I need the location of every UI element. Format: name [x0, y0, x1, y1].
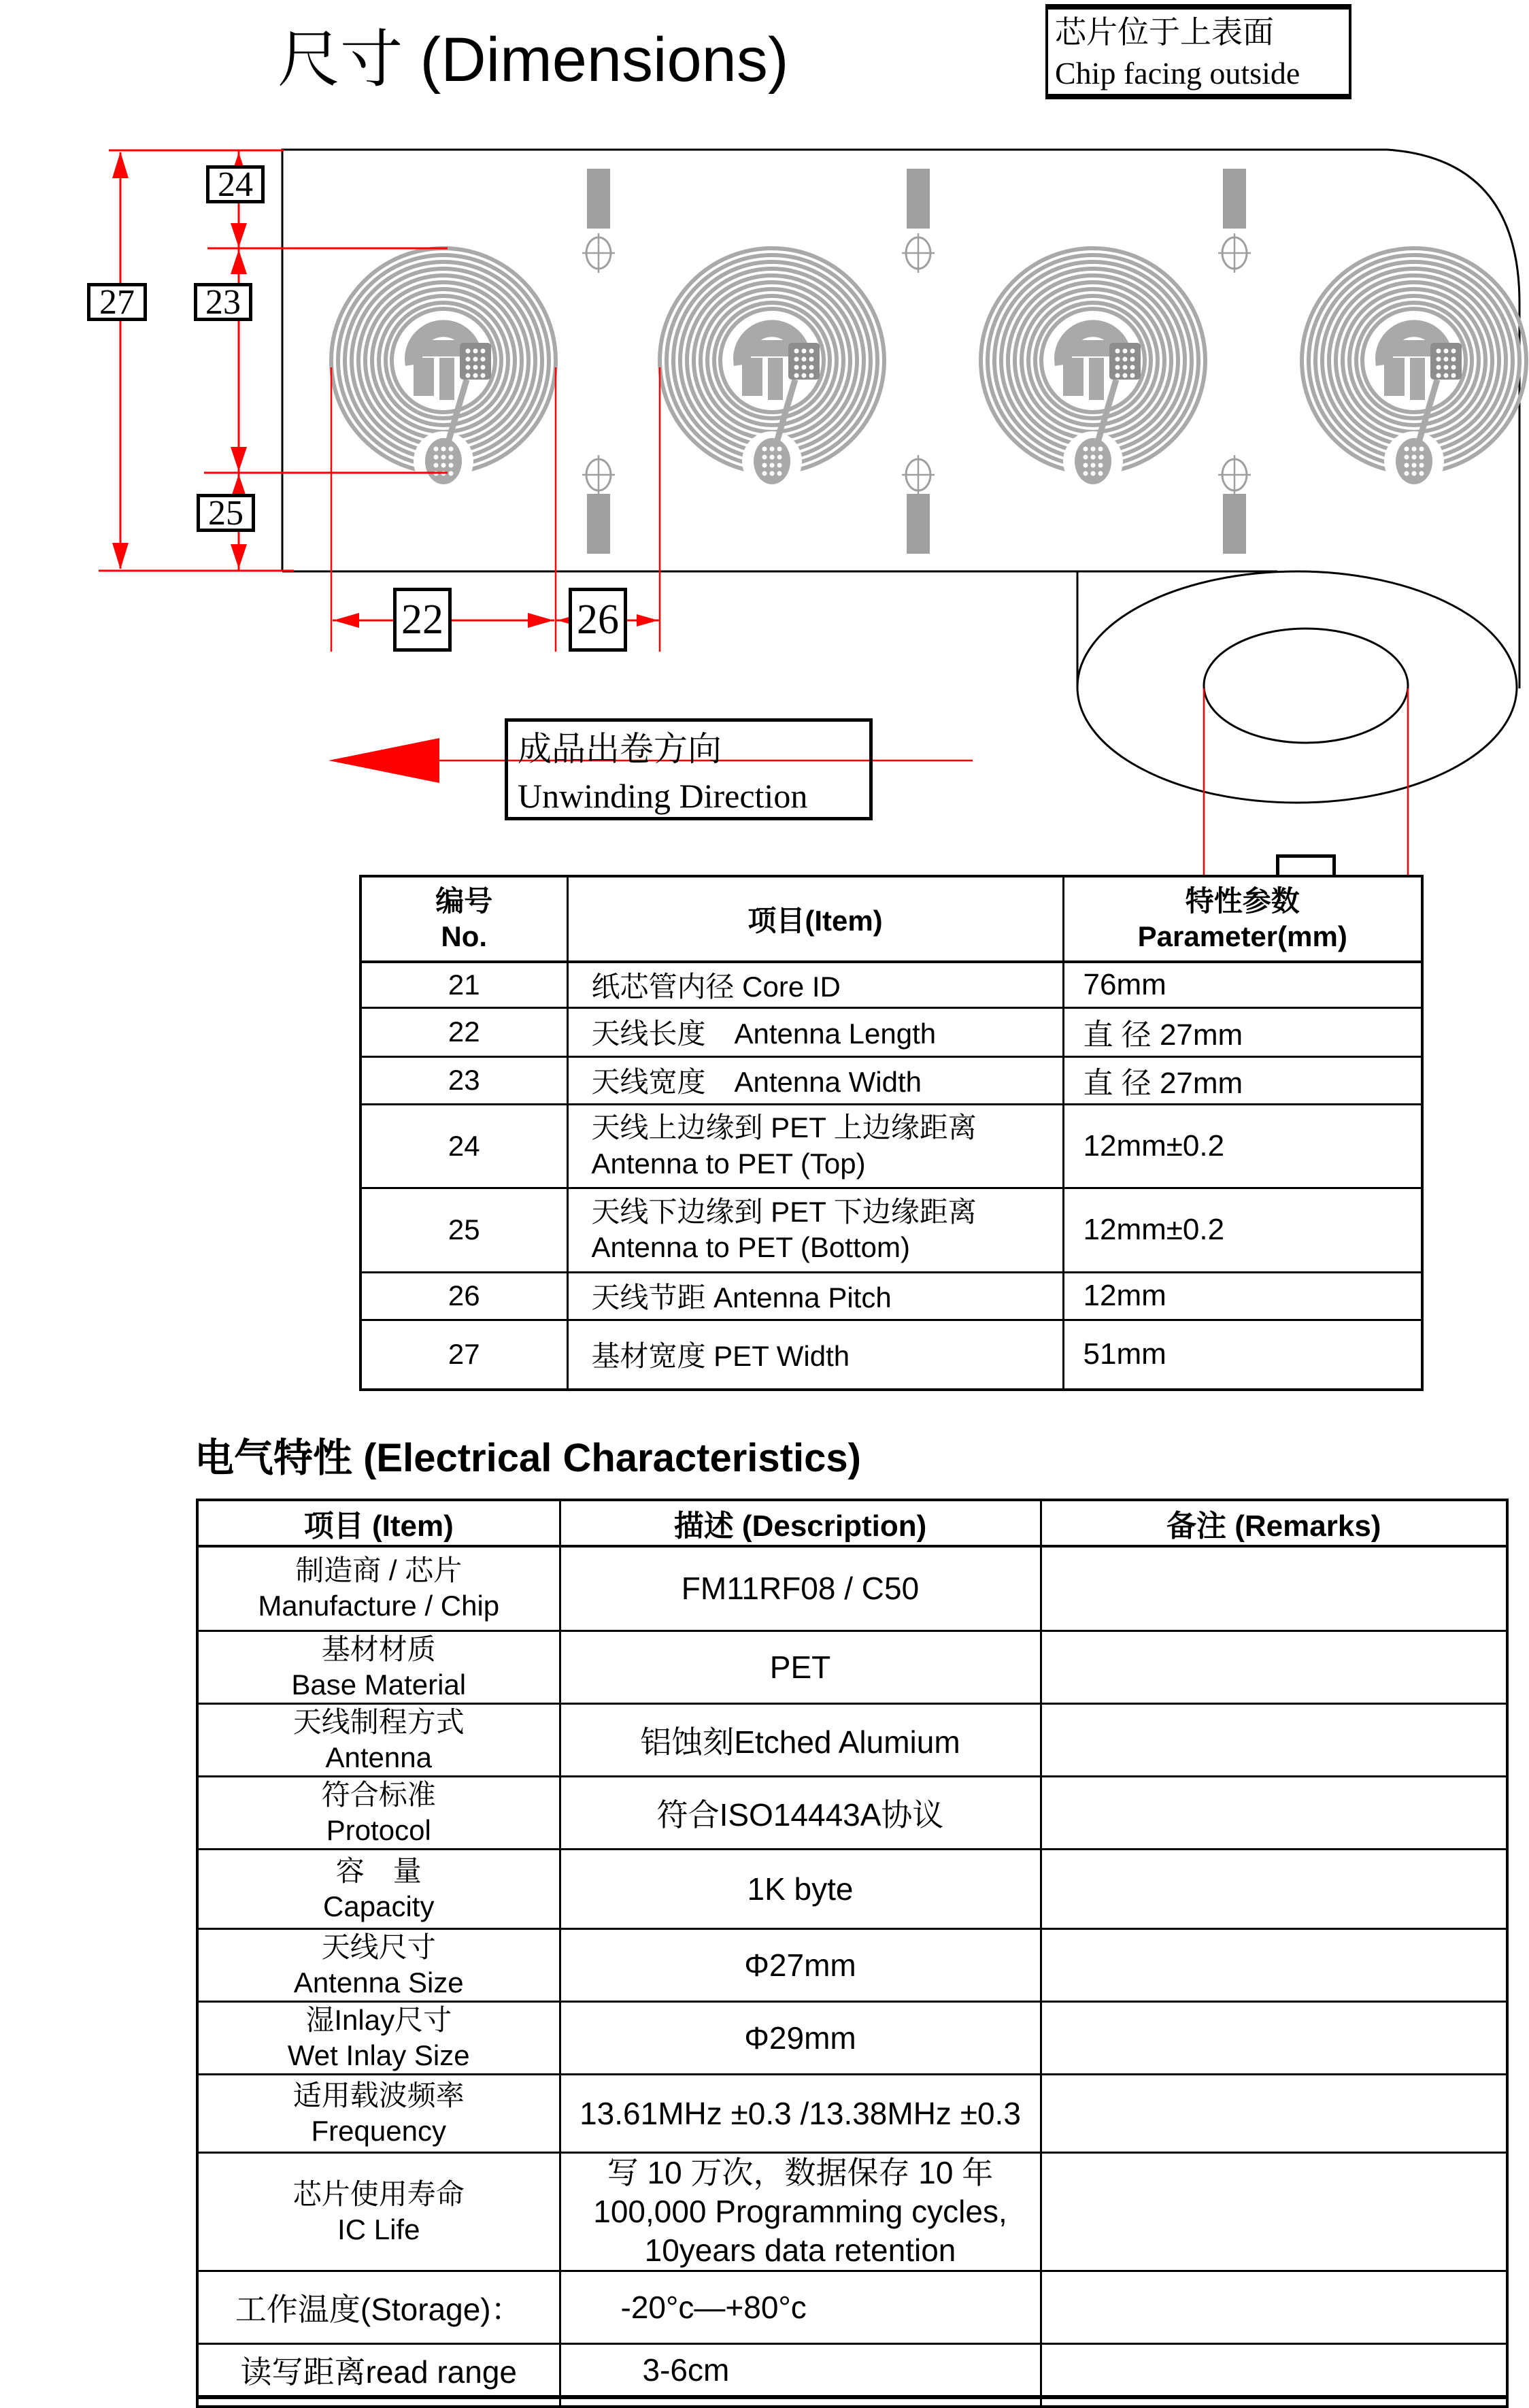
remarks-cell: [1041, 2002, 1507, 2075]
table-row: [197, 2075, 1507, 2153]
remarks-cell: [1041, 1928, 1507, 2001]
item-cell: 容 量 Capacity: [197, 1849, 560, 1928]
dim-callout-26: 26: [569, 588, 627, 652]
item-cell: 天线宽度 Antenna Width: [567, 1056, 1063, 1104]
description-cell: 13.61MHz ±0.3 /13.38MHz ±0.3: [560, 2075, 1041, 2153]
item-cell: 读写距离read range: [197, 2344, 560, 2397]
dim-callout-27: 27: [87, 283, 147, 321]
remarks-cell: [1041, 2344, 1507, 2397]
param-cell: 12mm±0.2: [1063, 1104, 1422, 1188]
chip-note-box: [1045, 4, 1351, 99]
unwinding-direction-box: [505, 718, 873, 820]
roll-core-ellipse: [1204, 629, 1408, 743]
description-cell: Φ29mm: [560, 2002, 1041, 2075]
no-cell: 25: [360, 1188, 567, 1272]
remarks-cell: [1041, 1776, 1507, 1849]
remarks-cell: [1041, 2153, 1507, 2271]
remarks-cell: [1041, 1849, 1507, 1928]
description-cell: 1K byte: [560, 1849, 1041, 1928]
item-cell: 天线上边缘到 PET 上边缘距离 Antenna to PET (Top): [567, 1104, 1063, 1188]
remarks-cell: [1041, 2271, 1507, 2344]
table-row: [197, 1703, 1507, 1776]
item-cell: 天线长度 Antenna Length: [567, 1007, 1063, 1056]
antenna-coils: [331, 248, 1526, 491]
no-cell: 27: [360, 1320, 567, 1390]
description-cell: -20°c—+80°c: [560, 2271, 1041, 2344]
description-cell: 3-6cm: [560, 2344, 1041, 2397]
remarks-cell: [1041, 1703, 1507, 1776]
electrical-table: [196, 1499, 1509, 2408]
table-row: [197, 2153, 1507, 2271]
table-row: [197, 2271, 1507, 2344]
no-cell: 24: [360, 1104, 567, 1188]
table-row: [197, 1928, 1507, 2001]
param-cell: 直 径 27mm: [1063, 1007, 1422, 1056]
empty-cell: [1041, 2397, 1507, 2407]
table-row: [360, 1272, 1422, 1320]
table-row: [360, 1104, 1422, 1188]
description-cell: PET: [560, 1631, 1041, 1703]
item-cell: 符合标准 Protocol: [197, 1776, 560, 1849]
col-header-description: 描述 (Description): [560, 1500, 1041, 1546]
roll-outer-ellipse: [1077, 571, 1517, 803]
item-cell: 芯片使用寿命 IC Life: [197, 2153, 560, 2271]
table-row: [197, 1776, 1507, 1849]
table-row: [360, 1320, 1422, 1390]
item-cell: 基材宽度 PET Width: [567, 1320, 1063, 1390]
item-cell: 天线制程方式 Antenna: [197, 1703, 560, 1776]
no-cell: 21: [360, 962, 567, 1007]
param-cell: 12mm±0.2: [1063, 1188, 1422, 1272]
description-cell: 符合ISO14443A协议: [560, 1776, 1041, 1849]
dim-callout-23: 23: [194, 283, 252, 321]
chip-note-en: Chip facing outside: [1055, 56, 1300, 90]
dimensions-drawing: [0, 0, 1529, 973]
no-cell: 23: [360, 1056, 567, 1104]
empty-cell: [197, 2397, 560, 2407]
table-row: [360, 962, 1422, 1007]
page-title: 尺寸 (Dimensions): [278, 25, 789, 95]
item-cell: 湿Inlay尺寸 Wet Inlay Size: [197, 2002, 560, 2075]
remarks-cell: [1041, 1631, 1507, 1703]
item-cell: 适用载波频率 Frequency: [197, 2075, 560, 2153]
item-cell: 天线节距 Antenna Pitch: [567, 1272, 1063, 1320]
no-cell: 22: [360, 1007, 567, 1056]
col-header-remarks: 备注 (Remarks): [1041, 1500, 1507, 1546]
table-row: [360, 1007, 1422, 1056]
table-header-row: [360, 876, 1422, 962]
table-row: [360, 1188, 1422, 1272]
item-cell: 纸芯管内径 Core ID: [567, 962, 1063, 1007]
col-header-item: 项目(Item): [567, 876, 1063, 962]
description-cell: FM11RF08 / C50: [560, 1546, 1041, 1631]
chip-note-zh: 芯片位于上表面: [1055, 15, 1274, 50]
param-cell: 51mm: [1063, 1320, 1422, 1390]
electrical-section-title: 电气特性 (Electrical Characteristics): [195, 1436, 861, 1480]
dim-callout-24: 24: [206, 165, 265, 203]
table-row: [197, 2344, 1507, 2397]
col-header-param: 特性参数 Parameter(mm): [1063, 876, 1422, 962]
unwinding-label-en: Unwinding Direction: [518, 777, 808, 815]
dim-callout-25: 25: [197, 494, 255, 532]
table-row: [197, 1849, 1507, 1928]
dimensions-table: [359, 875, 1424, 1391]
remarks-cell: [1041, 2075, 1507, 2153]
param-cell: 12mm: [1063, 1272, 1422, 1320]
col-header-no: 编号 No.: [360, 876, 567, 962]
param-cell: 直 径 27mm: [1063, 1056, 1422, 1104]
item-cell: 天线下边缘到 PET 下边缘距离 Antenna to PET (Bottom): [567, 1188, 1063, 1272]
item-cell: 天线尺寸 Antenna Size: [197, 1928, 560, 2001]
table-header-row: [197, 1500, 1507, 1546]
item-cell: 工作温度(Storage)：: [197, 2271, 560, 2344]
table-row: [197, 2397, 1507, 2407]
table-row: [197, 1631, 1507, 1703]
description-cell: Φ27mm: [560, 1928, 1041, 2001]
dim-callout-22: 22: [393, 588, 452, 652]
unwinding-arrow: [329, 738, 439, 783]
unwinding-label-zh: 成品出卷方向: [518, 730, 722, 768]
description-cell: 铝蚀刻Etched Alumium: [560, 1703, 1041, 1776]
no-cell: 26: [360, 1272, 567, 1320]
item-cell: 基材材质 Base Material: [197, 1631, 560, 1703]
param-cell: 76mm: [1063, 962, 1422, 1007]
description-cell: 写 10 万次，数据保存 10 年 100,000 Programming cycles, 10years data retention: [560, 2153, 1041, 2271]
empty-cell: [560, 2397, 1041, 2407]
remarks-cell: [1041, 1546, 1507, 1631]
table-row: [197, 2002, 1507, 2075]
item-cell: 制造商 / 芯片 Manufacture / Chip: [197, 1546, 560, 1631]
table-row: [197, 1546, 1507, 1631]
table-row: [360, 1056, 1422, 1104]
col-header-item: 项目 (Item): [197, 1500, 560, 1546]
